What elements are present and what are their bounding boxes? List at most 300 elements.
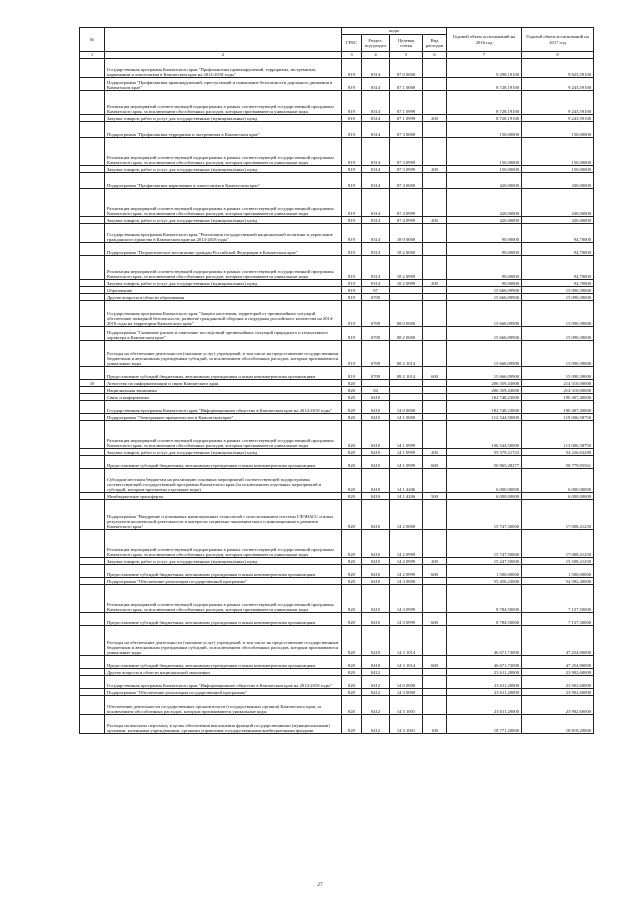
row-amount-2016: 15 666,09900 (447, 294, 522, 301)
row-grbs: 819 (342, 294, 362, 301)
row-section: 0314 (362, 138, 390, 166)
row-grbs: 820 (342, 585, 362, 613)
row-grbs: 820 (342, 613, 362, 626)
row-amount-2016: 23 611,20000 (447, 696, 522, 715)
row-amount-2016: 150,00000 (447, 138, 522, 166)
row-target: 08 0 0000 (390, 301, 423, 327)
row-name: Обеспечение деятельности государственных органов власти (государственных органов) Камчатского края, за исключением обособленных расходов, которым присваиваются уникальные коды (105, 696, 342, 715)
row-amount-2017: 113 006,58750 (522, 421, 594, 449)
row-target: 14 1 0999 (390, 449, 423, 456)
table-row (80, 558, 594, 565)
row-target (390, 294, 423, 301)
row-grbs: 820 (342, 500, 362, 530)
row-section: 0314 (362, 224, 390, 243)
row-grbs: 819 (342, 301, 362, 327)
row-exp-type (423, 243, 447, 256)
colnum: 3 (342, 52, 362, 59)
row-section: 0709 (362, 294, 390, 301)
row-grbs: 819 (342, 327, 362, 341)
row-amount-2017: 15 090,39000 (522, 327, 594, 341)
budget-table (79, 27, 594, 734)
row-exp-type: 200 (423, 558, 447, 565)
row-number (80, 341, 105, 367)
table-row (80, 401, 594, 414)
row-target: 14 2 0999 (390, 565, 423, 578)
row-target: 14 3 0000 (390, 689, 423, 696)
row-name: Государственная программа Камчатского края "Защита населения, территорий от чрезвычайных ситуаций, обеспечение пожарной безопасности, развитие гражданской обороны и поддержка российского казачества на 2014-2018 годы на территории Камчатского края" (105, 301, 342, 327)
row-amount-2016: 8 728,19100 (447, 115, 522, 122)
row-target: 14 0 0000 (390, 676, 423, 689)
row-grbs: 819 (342, 189, 362, 217)
colnum: 6 (423, 52, 447, 59)
row-exp-type (423, 696, 447, 715)
row-target (390, 669, 423, 676)
table-row (80, 380, 594, 387)
row-amount-2017: 7 137,50000 (522, 585, 594, 613)
row-amount-2016: 150,00000 (447, 166, 522, 173)
row-name: Межбюджетные трансферты (105, 493, 342, 500)
table-row (80, 224, 594, 243)
row-target: 14 1 4206 (390, 469, 423, 493)
row-amount-2016: 15 666,09900 (447, 301, 522, 327)
row-section: 0314 (362, 173, 390, 189)
row-amount-2016: 6 000,00000 (447, 469, 522, 493)
row-name: Подпрограмма "Электронное правительство в Камчатском крае" (105, 414, 342, 421)
row-exp-type (423, 173, 447, 189)
row-exp-type: 600 (423, 656, 447, 669)
table-row (80, 91, 594, 115)
row-grbs: 820 (342, 689, 362, 696)
table-row (80, 243, 594, 256)
row-amount-2017: 150,00000 (522, 166, 594, 173)
row-target: 18 2 0999 (390, 280, 423, 287)
row-number (80, 138, 105, 166)
row-exp-type (423, 138, 447, 166)
row-amount-2017: 54 226,63289 (522, 449, 594, 456)
row-section: 0410 (362, 414, 390, 421)
row-name: Реализация мероприятий соответствующей подпрограммы в рамках соответствующей государственной программы Камчатского края, за исключением обособленных расходов, которым присваиваются уникальные коды (105, 256, 342, 280)
row-amount-2016: 46 671,73000 (447, 626, 522, 656)
row-amount-2017: 214 310,00000 (522, 387, 594, 394)
row-section: 0410 (362, 401, 390, 414)
row-number (80, 367, 105, 380)
row-section: 0410 (362, 456, 390, 469)
row-amount-2017: 214 310,00000 (522, 380, 594, 387)
table-row (80, 327, 594, 341)
row-number (80, 565, 105, 578)
row-amount-2016: 15 747,50000 (447, 530, 522, 558)
row-grbs: 820 (342, 387, 362, 394)
row-name: Закупка товаров, работ и услуг для государственных (муниципальных) нужд (105, 115, 342, 122)
row-name: Предоставление субсидий бюджетным, автономным учреждениям и иным некоммерческим организациям (105, 367, 342, 380)
row-target (390, 394, 423, 401)
table-row (80, 294, 594, 301)
row-number (80, 500, 105, 530)
table-row (80, 421, 594, 449)
row-section: 0412 (362, 669, 390, 676)
row-name: Реализация мероприятий соответствующей подпрограммы в рамках соответствующей государственной программы Камчатского края, за исключением обособленных расходов, которым присваиваются уникальные коды (105, 91, 342, 115)
row-amount-2017: 9 243,59100 (522, 91, 594, 115)
row-amount-2017: 9 243,59100 (522, 115, 594, 122)
row-number (80, 91, 105, 115)
row-amount-2017: 94,70000 (522, 280, 594, 287)
row-section: 0709 (362, 341, 390, 367)
row-exp-type (423, 327, 447, 341)
row-grbs: 819 (342, 217, 362, 224)
row-grbs: 820 (342, 676, 362, 689)
row-name: Реализация мероприятий соответствующей подпрограммы в рамках соответствующей государственной программы Камчатского края, за исключением обособленных расходов, которым присваиваются уникальные коды (105, 189, 342, 217)
row-number (80, 78, 105, 91)
row-target: 07 4 0999 (390, 189, 423, 217)
row-grbs: 819 (342, 173, 362, 189)
row-amount-2016: 6 000,00000 (447, 493, 522, 500)
row-exp-type: 100 (423, 715, 447, 734)
row-name: Закупка товаров, работ и услуг для государственных (муниципальных) нужд (105, 280, 342, 287)
row-section: 0314 (362, 256, 390, 280)
row-amount-2017: 150,00000 (522, 122, 594, 138)
row-section: 0410 (362, 421, 390, 449)
row-amount-2016: 150,00000 (447, 122, 522, 138)
row-exp-type (423, 301, 447, 327)
row-name: Государственная программа Камчатского края "Информационное общество в Камчатском крае на 2014-2018 годы" (105, 401, 342, 414)
row-exp-type (423, 626, 447, 656)
row-target: 14 3 0999 (390, 613, 423, 626)
row-grbs: 819 (342, 138, 362, 166)
row-exp-type (423, 469, 447, 493)
row-amount-2017: 15 090,39000 (522, 301, 594, 327)
row-exp-type (423, 224, 447, 243)
row-amount-2017: 47 254,90000 (522, 656, 594, 669)
column-numbers-row (80, 52, 594, 59)
row-section: 0412 (362, 715, 390, 734)
row-amount-2017: 15 090,39000 (522, 294, 594, 301)
row-name: Реализация мероприятий соответствующей подпрограммы в рамках соответствующей государственной программы Камчатского края, за исключением обособленных расходов, которым присваиваются уникальные коды (105, 421, 342, 449)
table-row (80, 301, 594, 327)
row-section: 0410 (362, 585, 390, 613)
row-exp-type (423, 585, 447, 613)
row-number (80, 669, 105, 676)
row-amount-2017: 6 000,00000 (522, 469, 594, 493)
row-number (80, 59, 105, 78)
row-name: Расходы на обеспечение деятельности (оказание услуг) учреждений, в том числе на предоставление государственным бюджетным и автономным учреждениям субсидий, за исключением обособленных расходов, которым присваиваются уникальные коды (105, 341, 342, 367)
row-grbs: 819 (342, 91, 362, 115)
row-section: 0709 (362, 327, 390, 341)
row-amount-2017: 54 392,40000 (522, 578, 594, 585)
row-amount-2017: 23 902,60000 (522, 676, 594, 689)
row-section: 0314 (362, 280, 390, 287)
row-target: 18 2 0999 (390, 256, 423, 280)
row-number (80, 656, 105, 669)
row-section: 0709 (362, 301, 390, 327)
page-number: 27 (317, 882, 323, 888)
row-grbs: 819 (342, 59, 362, 78)
row-target: 14 2 0999 (390, 558, 423, 565)
row-amount-2017: 58 779,95561 (522, 456, 594, 469)
table-row (80, 59, 594, 78)
row-number (80, 530, 105, 558)
row-amount-2017: 94,70000 (522, 256, 594, 280)
table-row (80, 689, 594, 696)
table-row (80, 341, 594, 367)
row-amount-2016: 182 748,23000 (447, 401, 522, 414)
row-name: Субсидии местным бюджетам на реализацию основных мероприятий соответствующей подпрограммы соответствующей государственной программы Камчатского края (за исключением отдельных мероприятий и субсидий, которым присвоены отдельные коды) (105, 469, 342, 493)
row-section: 0410 (362, 565, 390, 578)
row-target: 14 1 4206 (390, 493, 423, 500)
row-amount-2017: 6 000,00000 (522, 493, 594, 500)
row-name: Подпрограмма "Профилактика правонарушений, преступлений и повышение безопасности дорожного движения в Камчатском крае" (105, 78, 342, 91)
row-exp-type: 500 (423, 493, 447, 500)
table-row (80, 138, 594, 166)
table-row (80, 217, 594, 224)
row-number (80, 294, 105, 301)
row-name: Государственная программа Камчатского края "Реализация государственной национальной политики и укрепление гражданского единства в Камчатском крае на 2014-2018 годы" (105, 224, 342, 243)
row-amount-2016: 8 728,19100 (447, 78, 522, 91)
row-amount-2016: 23 611,20000 (447, 689, 522, 696)
table-row (80, 676, 594, 689)
row-target: 07 1 0000 (390, 78, 423, 91)
row-grbs: 820 (342, 449, 362, 456)
row-amount-2016: 1 500,00000 (447, 565, 522, 578)
row-amount-2016: 106 544,50000 (447, 421, 522, 449)
row-amount-2017: 150,00000 (522, 138, 594, 166)
row-exp-type (423, 500, 447, 530)
row-exp-type: 200 (423, 217, 447, 224)
row-target (390, 287, 423, 294)
row-target: 08 2 1014 (390, 341, 423, 367)
header-exp-type: Вид расходов (423, 35, 447, 52)
row-target: 07 0 0000 (390, 59, 423, 78)
table-row (80, 387, 594, 394)
colnum: 1 (80, 52, 105, 59)
row-number (80, 676, 105, 689)
header-num: № (80, 28, 105, 52)
row-amount-2017: 15 090,39000 (522, 287, 594, 294)
row-target: 07 4 0999 (390, 217, 423, 224)
row-number (80, 414, 105, 421)
row-amount-2016: 15 747,50000 (447, 500, 522, 530)
row-amount-2017: 17 008,41250 (522, 500, 594, 530)
row-name: Закупка товаров, работ и услуг для государственных (муниципальных) нужд (105, 558, 342, 565)
row-amount-2016: 15 666,09900 (447, 367, 522, 380)
row-section: 0410 (362, 613, 390, 626)
row-amount-2017: 9 823,59100 (522, 59, 594, 78)
row-grbs: 819 (342, 224, 362, 243)
row-grbs: 819 (342, 287, 362, 294)
row-amount-2017: 190 407,40000 (522, 394, 594, 401)
row-number (80, 469, 105, 493)
row-target: 07 4 0000 (390, 173, 423, 189)
row-amount-2016: 90,00000 (447, 224, 522, 243)
table-row (80, 414, 594, 421)
row-amount-2017: 15 090,39000 (522, 367, 594, 380)
row-number (80, 122, 105, 138)
row-target (390, 380, 423, 387)
row-section: 0410 (362, 469, 390, 493)
row-grbs: 820 (342, 656, 362, 669)
row-section: 0410 (362, 449, 390, 456)
row-name: Предоставление субсидий бюджетным, автономным учреждениям и иным некоммерческим организациям (105, 456, 342, 469)
row-section: 0410 (362, 626, 390, 656)
row-amount-2016: 46 671,73000 (447, 656, 522, 669)
row-amount-2016: 23 611,20000 (447, 676, 522, 689)
table-row (80, 166, 594, 173)
row-amount-2017: 1 500,00000 (522, 565, 594, 578)
row-target: 18 0 0000 (390, 224, 423, 243)
row-number (80, 585, 105, 613)
row-name: Предоставление субсидий бюджетным, автономным учреждениям и иным некоммерческим организациям (105, 656, 342, 669)
row-grbs: 820 (342, 414, 362, 421)
row-amount-2016: 15 247,50000 (447, 558, 522, 565)
row-target: 14 1 0999 (390, 456, 423, 469)
row-section: 0410 (362, 493, 390, 500)
row-amount-2016: 18 771,20000 (447, 715, 522, 734)
row-section: 0412 (362, 676, 390, 689)
row-section: 0412 (362, 696, 390, 715)
row-amount-2017: 430,00000 (522, 189, 594, 217)
row-amount-2016: 182 748,23000 (447, 394, 522, 401)
row-name: Реализация мероприятий соответствующей подпрограммы в рамках соответствующей государственной программы Камчатского края, за исключением обособленных расходов, которым присваиваются уникальные коды (105, 138, 342, 166)
row-number (80, 493, 105, 500)
table-row (80, 287, 594, 294)
header-grbs: ГРБС (342, 35, 362, 52)
row-section: 0314 (362, 78, 390, 91)
row-grbs: 819 (342, 78, 362, 91)
row-number (80, 401, 105, 414)
row-target: 07 3 0999 (390, 166, 423, 173)
row-number (80, 217, 105, 224)
row-section: 0314 (362, 115, 390, 122)
table-row (80, 456, 594, 469)
row-exp-type: 200 (423, 166, 447, 173)
row-exp-type: 200 (423, 280, 447, 287)
row-name: Другие вопросы в области национальной экономики (105, 669, 342, 676)
row-exp-type (423, 91, 447, 115)
row-section: 0314 (362, 122, 390, 138)
row-name: Реализация мероприятий соответствующей подпрограммы в рамках соответствующей государственной программы Камчатского края, за исключением обособленных расходов, которым присваиваются уникальные коды (105, 585, 342, 613)
colnum: 4 (362, 52, 390, 59)
row-amount-2016: 15 666,09900 (447, 327, 522, 341)
row-name: Национальная экономика (105, 387, 342, 394)
row-grbs: 820 (342, 394, 362, 401)
row-target: 14 3 1001 (390, 715, 423, 734)
row-section: 0314 (362, 91, 390, 115)
row-amount-2017: 94,70000 (522, 243, 594, 256)
row-grbs: 820 (342, 626, 362, 656)
row-exp-type: 200 (423, 115, 447, 122)
row-exp-type (423, 78, 447, 91)
row-name: Подпрограмма "Обеспечение реализации государственной программы" (105, 689, 342, 696)
row-section: 0709 (362, 367, 390, 380)
table-row (80, 394, 594, 401)
table-row (80, 715, 594, 734)
row-amount-2016: 15 666,09900 (447, 341, 522, 367)
row-amount-2017: 23 902,60000 (522, 689, 594, 696)
row-amount-2017: 9 243,59100 (522, 78, 594, 91)
row-number (80, 287, 105, 294)
row-amount-2016: 90,00000 (447, 280, 522, 287)
row-exp-type (423, 380, 447, 387)
row-number (80, 421, 105, 449)
row-exp-type (423, 401, 447, 414)
row-exp-type (423, 287, 447, 294)
row-section: 0410 (362, 500, 390, 530)
row-name: Закупка товаров, работ и услуг для государственных (муниципальных) нужд (105, 166, 342, 173)
table-row (80, 122, 594, 138)
row-exp-type (423, 189, 447, 217)
row-section: 0314 (362, 59, 390, 78)
row-name: Государственная программа Камчатского края "Профилактика правонарушений, терроризма, экстремизма, наркомании и алкоголизма в Камчатском крае на 2014-2018 годы" (105, 59, 342, 78)
row-number (80, 166, 105, 173)
row-amount-2017: 7 137,50000 (522, 613, 594, 626)
row-name: Реализация мероприятий соответствующей подпрограммы в рамках соответствующей государственной программы Камчатского края, за исключением обособленных расходов, которым присваиваются уникальные коды (105, 530, 342, 558)
colnum: 8 (522, 52, 594, 59)
table-row (80, 256, 594, 280)
row-grbs: 819 (342, 367, 362, 380)
table-row (80, 189, 594, 217)
row-section: 0314 (362, 189, 390, 217)
row-name: Другие вопросы в области образования (105, 294, 342, 301)
row-target: 07 1 0999 (390, 91, 423, 115)
row-target: 14 3 1001 (390, 696, 423, 715)
row-section: 0412 (362, 689, 390, 696)
row-grbs: 820 (342, 696, 362, 715)
header-section: Раздел, под-раздел (362, 35, 390, 52)
row-section: 0410 (362, 578, 390, 585)
row-amount-2017: 430,00000 (522, 217, 594, 224)
row-grbs: 819 (342, 341, 362, 367)
row-exp-type (423, 669, 447, 676)
row-section: 0410 (362, 530, 390, 558)
row-amount-2016: 55 579,21723 (447, 449, 522, 456)
row-grbs: 819 (342, 166, 362, 173)
row-grbs: 819 (342, 256, 362, 280)
row-number (80, 301, 105, 327)
header-year-2016: Годовой объем ассигнований на 2016 год (447, 28, 522, 52)
row-amount-2017: 430,00000 (522, 173, 594, 189)
row-number (80, 387, 105, 394)
row-amount-2016: 90,00000 (447, 256, 522, 280)
row-number: 10 (80, 380, 105, 387)
row-number (80, 715, 105, 734)
row-number (80, 578, 105, 585)
row-name: Закупка товаров, работ и услуг для государственных (муниципальных) нужд (105, 449, 342, 456)
table-row (80, 613, 594, 626)
row-grbs: 820 (342, 669, 362, 676)
row-number (80, 189, 105, 217)
row-name: Расходы на выплаты персоналу в целях обеспечения выполнения функций государственными (муниципальными) органами, казенными учреждениями, органами управления государственными внебюджетными фондами (105, 715, 342, 734)
row-exp-type (423, 394, 447, 401)
row-number (80, 173, 105, 189)
header-year-2017: Годовой объем ассигнований на 2017 год (522, 28, 594, 52)
row-name: Государственная программа Камчатского края "Информационное общество в Камчатском крае на 2014-2018 годы" (105, 676, 342, 689)
row-target: 14 3 1014 (390, 626, 423, 656)
row-amount-2016: 8 784,50000 (447, 613, 522, 626)
colnum: 5 (390, 52, 423, 59)
row-amount-2016: 420,00000 (447, 173, 522, 189)
row-amount-2017: 15 090,39000 (522, 341, 594, 367)
row-exp-type (423, 421, 447, 449)
row-number (80, 689, 105, 696)
table-row (80, 493, 594, 500)
row-name: Образование (105, 287, 342, 294)
row-amount-2016: 8 728,19100 (447, 91, 522, 115)
row-grbs: 820 (342, 565, 362, 578)
table-row (80, 696, 594, 715)
row-amount-2017: 23 902,60000 (522, 696, 594, 715)
row-grbs: 820 (342, 530, 362, 558)
row-name: Подпрограмма "Профилактика терроризма и экстремизма в Камчатском крае" (105, 122, 342, 138)
row-amount-2016: 9 298,19100 (447, 59, 522, 78)
